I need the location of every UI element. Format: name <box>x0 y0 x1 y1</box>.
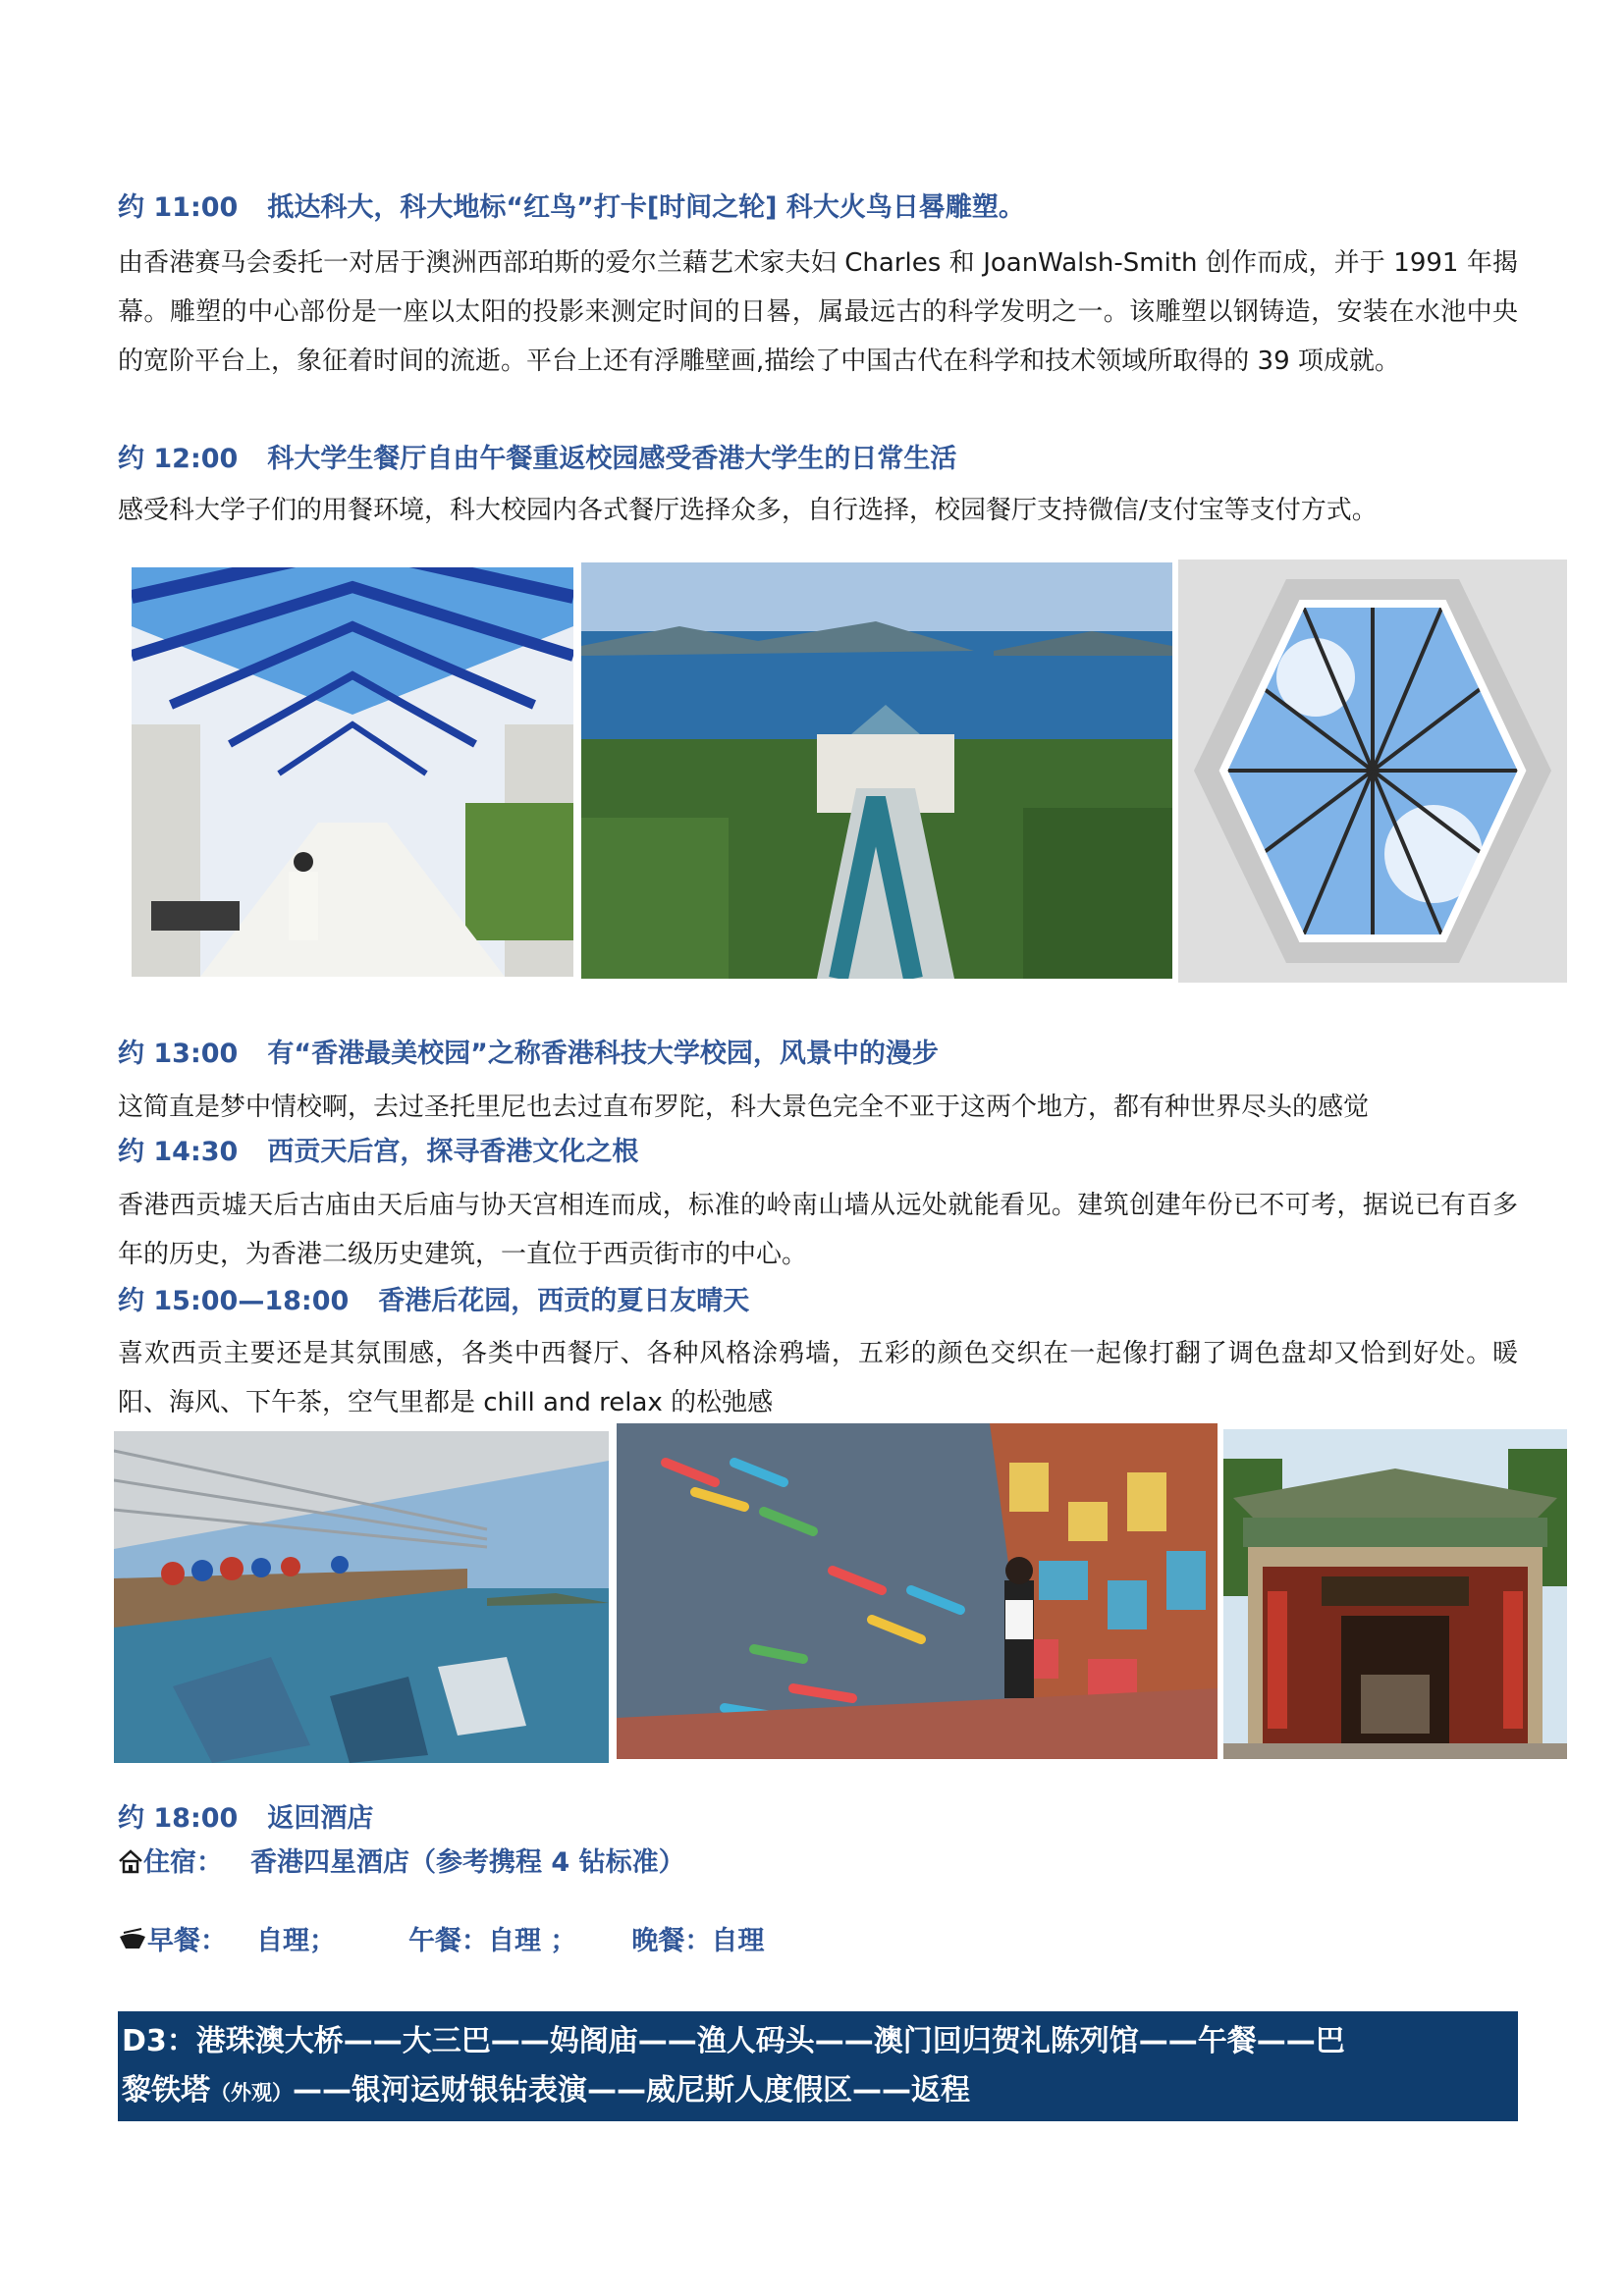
photo-arch-corridor <box>132 567 573 977</box>
item-body-1300: 这简直是梦中情校啊，去过圣托里尼也去过直布罗陀，科大景色完全不亚于这两个地方，都有种世界尽头的感觉 <box>118 1093 1370 1122</box>
heading-title: 抵达科大，科大地标“红鸟”打卡[时间之轮] 科大火鸟日晷雕塑。 <box>267 192 1025 223</box>
lodging-line <box>118 1843 685 1883</box>
time-label: 约 18:00 <box>118 1803 239 1834</box>
breakfast-value: 自理； <box>256 1926 336 1956</box>
item-heading-1430 <box>118 1133 638 1172</box>
time-label: 约 12:00 <box>118 444 239 474</box>
lodging-label: 住宿： <box>143 1847 223 1878</box>
house-icon <box>118 1846 143 1872</box>
item-body-1430: 香港西贡墟天后古庙由天后庙与协天宫相连而成，标准的岭南山墙从远处就能看见。建筑创建年份已不可考，据说已有百多年的历史，为香港二级历史建筑，一直位于西贡街市的中心。 <box>118 1191 1518 1269</box>
item-heading-1300 <box>118 1035 939 1074</box>
day3-banner <box>118 2011 1518 2121</box>
banner-line-2 <box>122 2066 1514 2117</box>
bowl-icon <box>118 1925 147 1950</box>
heading-title: 香港后花园，西贡的夏日友晴天 <box>378 1286 750 1316</box>
dinner-value: 自理 <box>711 1926 765 1956</box>
heading-title: 返回酒店 <box>267 1803 374 1834</box>
time-label: 约 13:00 <box>118 1039 239 1069</box>
item-heading-1200 <box>118 440 956 479</box>
banner-rest: ——银河运财银钻表演——威尼斯人度假区——返程 <box>293 2073 970 2108</box>
banner-line-1: D3：港珠澳大桥——大三巴——妈阁庙——渔人码头——澳门回归贺礼陈列馆——午餐——巴 <box>122 2024 1345 2058</box>
lodging-value: 香港四星酒店（参考携程 4 钻标准） <box>250 1847 685 1878</box>
photo-tin-hau-temple <box>1223 1429 1567 1759</box>
banner-note: （外观） <box>210 2081 293 2105</box>
lunch-label: 午餐： <box>408 1926 488 1956</box>
item-heading-1100 <box>118 188 1025 228</box>
heading-title: 有“香港最美校园”之称香港科技大学校园，风景中的漫步 <box>267 1039 939 1069</box>
photo-skylight <box>1178 560 1567 983</box>
lunch-value: 自理 ； <box>488 1926 577 1956</box>
time-label: 约 15:00—18:00 <box>118 1286 350 1316</box>
time-label: 约 11:00 <box>118 192 239 223</box>
breakfast-label: 早餐： <box>147 1926 227 1956</box>
item-body-1500: 喜欢西贡主要还是其氛围感，各类中西餐厅、各种风格涂鸦墙，五彩的颜色交织在一起像打翻了调色盘却又恰到好处。暖阳、海风、下午茶，空气里都是 chill and relax 的松弛感 <box>118 1339 1518 1417</box>
dinner-label: 晚餐： <box>631 1926 712 1956</box>
photo-mural-wall <box>617 1423 1218 1759</box>
heading-title: 西贡天后宫，探寻香港文化之根 <box>267 1137 639 1167</box>
photo-campus-aerial <box>581 562 1172 979</box>
meals-line <box>118 1922 764 1961</box>
time-label: 约 14:30 <box>118 1137 239 1167</box>
item-body-1100: 由香港赛马会委托一对居于澳洲西部珀斯的爱尔兰藉艺术家夫妇 Charles 和 JoanWalsh-Smith 创作而成，并于 1991 年揭幕。雕塑的中心部份是一座以太阳的投影来测定时间的日晷，属最远古的科学发明之一。该雕塑以钢铸造，安装在水池中央的宽阶平台上，象征着时间的流逝。平台上还有浮雕壁画,描绘了中国古代在科学和技术领域所取得的 39 项成就。 <box>118 248 1518 376</box>
item-heading-1800 <box>118 1799 373 1839</box>
item-heading-1500 <box>118 1282 749 1321</box>
photo-pier-boats <box>114 1431 609 1763</box>
item-body-1200: 感受科大学子们的用餐环境，科大校园内各式餐厅选择众多，自行选择，校园餐厅支持微信/支付宝等支付方式。 <box>118 496 1378 525</box>
heading-title: 科大学生餐厅自由午餐重返校园感受香港大学生的日常生活 <box>267 444 957 474</box>
banner-eiffel: 黎铁塔 <box>122 2073 210 2108</box>
